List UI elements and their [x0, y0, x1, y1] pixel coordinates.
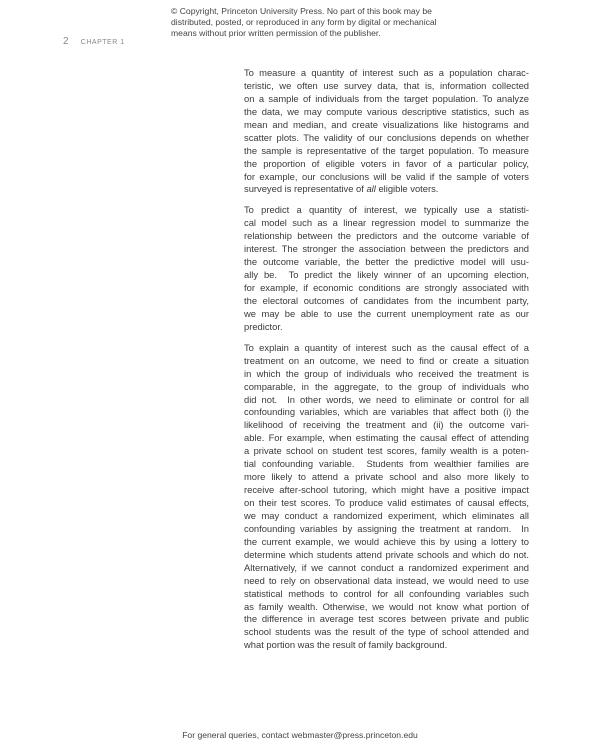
text-segment: teristic, we often use survey data, that is, information collected [244, 79, 529, 91]
text-line-content [244, 536, 529, 549]
text-line [244, 562, 529, 575]
text-segment: the outcome variable, the better the predictive model will usu- [244, 256, 529, 268]
text-segment: Alternatively, if we cannot conduct a randomized experiment and [244, 561, 529, 573]
text-segment: statistical methods to control for all confounding variables such [244, 587, 529, 599]
text-line-content [244, 523, 529, 536]
text-line [244, 588, 529, 601]
text-segment: the electoral outcomes of candidates from the incumbent party, [244, 294, 529, 306]
text-line-content [244, 80, 529, 93]
copyright-notice [171, 6, 437, 40]
text-segment: we may be able to use the current unemployment rate as our [244, 307, 529, 319]
text-line-content [244, 368, 529, 381]
text-line [244, 497, 529, 510]
text-line [244, 282, 529, 295]
text-segment: comparable, in the aggregate, to the group of individuals who [244, 380, 529, 392]
text-segment: we may conduct a randomized experiment, which eliminates all [244, 509, 529, 521]
text-segment: treatment on an outcome, we need to find or create a situation [244, 354, 529, 366]
text-line [244, 106, 529, 119]
text-line [244, 80, 529, 93]
running-head [63, 36, 125, 47]
text-line-content [244, 510, 529, 523]
text-segment: in which the group of individuals who received the treatment is [244, 367, 529, 379]
text-segment: scatter plots. The validity of our conclusions depends on whether [244, 131, 529, 143]
text-line-content [244, 355, 529, 368]
text-line-content [244, 575, 529, 588]
text-line-content [244, 230, 529, 243]
text-line [244, 549, 529, 562]
chapter-label: CHAPTER 1 [80, 39, 125, 46]
text-line-content [244, 321, 283, 334]
text-line [244, 575, 529, 588]
text-line [244, 342, 529, 355]
text-line [244, 308, 529, 321]
text-line-content [244, 342, 529, 355]
text-segment: the data, we may compute various descriptive statistics, such as [244, 105, 529, 117]
text-line [244, 613, 529, 626]
text-line [244, 204, 529, 217]
text-segment: determine which students attend private schools and which do not. [244, 548, 529, 560]
text-segment: the difference in average test scores between private and public [244, 613, 529, 625]
text-segment: cal model such as a linear regression model to summarize the [244, 217, 529, 229]
emphasized-text: all [366, 183, 376, 195]
text-segment: on their test scores. To produce valid estimates of causal effects, [244, 497, 529, 508]
text-segment: did not. In other words, we need to eliminate or control for all [244, 393, 529, 405]
paragraph [244, 67, 529, 196]
text-line [244, 171, 529, 184]
text-line [244, 510, 529, 523]
text-line-content [244, 601, 529, 614]
text-segment: To explain a quantity of interest such as the causal effect of a [244, 341, 529, 353]
text-segment: ally be. To predict the likely winner of an upcoming election, [244, 269, 529, 281]
text-line [244, 230, 529, 243]
text-line [244, 321, 529, 334]
text-segment: predictor. [244, 320, 283, 332]
text-segment: receive after-school tutoring, which might have a positive impact [244, 484, 529, 496]
paragraph [244, 342, 529, 653]
text-line-content [244, 497, 529, 510]
text-line-content [244, 406, 529, 419]
text-line [244, 626, 529, 639]
text-line-content [244, 588, 529, 601]
text-segment: To measure a quantity of interest such as a population charac- [244, 67, 529, 78]
text-line [244, 158, 529, 171]
text-segment: more likely to attend a private school and also more likely to [244, 471, 529, 483]
text-line-content [244, 217, 529, 230]
text-line [244, 523, 529, 536]
text-line [244, 145, 529, 158]
text-line-content [244, 269, 529, 282]
text-line-content [244, 394, 529, 407]
text-line-content [244, 93, 529, 106]
text-segment: the sample is representative of the target population. To measure [244, 144, 529, 156]
copyright-line: means without prior written permission of the publisher. [171, 28, 381, 39]
text-line [244, 269, 529, 282]
text-segment: need to rely on observational data instead, we would need to use [244, 574, 529, 586]
text-segment: confounding variables by assigning the treatment at random. In [244, 522, 529, 534]
text-segment: To predict a quantity of interest, we typically use a statisti- [244, 204, 529, 216]
text-line-content [244, 549, 529, 562]
copyright-line: © Copyright, Princeton University Press. No part of this book may be [171, 6, 432, 16]
text-segment: for example, our conclusions will be valid if the sample of voters [244, 170, 529, 182]
text-segment: school students was the result of the type of school attended and [244, 626, 529, 638]
text-line-content [244, 419, 529, 432]
text-line-content [244, 381, 529, 394]
text-line [244, 381, 529, 394]
text-segment: likelihood of receiving the treatment and (ii) the outcome vari- [244, 419, 529, 431]
text-segment: the proportion of eligible voters in favor of a particular policy, [244, 157, 529, 169]
text-line-content [244, 106, 529, 119]
text-line [244, 67, 529, 80]
text-segment: mean and median, and create visualizations like histograms and [244, 118, 529, 130]
text-line [244, 119, 529, 132]
text-segment: confounding variables, which are variables that affect both (i) the [244, 406, 529, 418]
text-line [244, 484, 529, 497]
copyright-line: distributed, posted, or reproduced in any form by digital or mechanical [171, 17, 437, 28]
text-line [244, 217, 529, 230]
text-line-content [244, 562, 529, 575]
text-segment: for example, if economic conditions are strongly associated with [244, 282, 529, 293]
text-line-content [244, 256, 529, 269]
text-line [244, 458, 529, 471]
text-segment: on a sample of individuals from the target population. To analyze [244, 92, 529, 104]
text-line-content [244, 484, 529, 497]
page-number: 2 [63, 36, 69, 47]
text-line-content [244, 119, 529, 132]
text-line-content [244, 639, 447, 652]
text-line [244, 183, 529, 196]
text-line [244, 355, 529, 368]
text-line-content [244, 613, 529, 626]
footer-contact: For general queries, contact webmaster@press.princeton.edu [182, 730, 418, 740]
text-line-content [244, 432, 529, 445]
text-line [244, 639, 529, 652]
text-line-content [244, 308, 529, 321]
text-segment: a private school on student test scores, family wealth is a poten- [244, 445, 529, 457]
paragraph [244, 204, 529, 333]
text-line-content [244, 458, 529, 471]
text-line [244, 536, 529, 549]
text-line [244, 394, 529, 407]
text-line-content [244, 158, 529, 171]
text-line-content [244, 471, 529, 484]
text-line-content [244, 282, 529, 295]
text-line-content [244, 295, 529, 308]
text-line [244, 93, 529, 106]
text-line [244, 471, 529, 484]
text-line [244, 419, 529, 432]
text-segment: tial confounding variable. Students from wealthier families are [244, 458, 529, 470]
text-line-content [244, 67, 529, 80]
text-line [244, 368, 529, 381]
text-line [244, 132, 529, 145]
text-segment: surveyed is representative of [244, 183, 367, 195]
text-line-content [244, 132, 529, 145]
text-segment: interest. The stronger the association between the predictors and [244, 243, 529, 255]
text-line [244, 295, 529, 308]
text-line [244, 601, 529, 614]
text-line-content [244, 145, 529, 158]
text-segment: what portion was the result of family background. [244, 639, 448, 651]
text-segment: relationship between the predictors and the outcome variable of [244, 230, 529, 242]
text-segment: able. For example, when estimating the causal effect of attending [244, 432, 529, 444]
text-line [244, 243, 529, 256]
body-text [244, 67, 529, 660]
text-line-content [244, 204, 529, 217]
text-line [244, 432, 529, 445]
text-segment: as family wealth. Otherwise, we would not know what portion of [244, 600, 529, 612]
text-line-content [244, 243, 529, 256]
text-line [244, 445, 529, 458]
text-line-content [244, 171, 529, 184]
text-line [244, 406, 529, 419]
text-segment: eligible voters. [375, 183, 439, 195]
text-line [244, 256, 529, 269]
text-line-content [244, 445, 529, 458]
text-line-content [244, 183, 438, 196]
text-line-content [244, 626, 529, 639]
text-segment: the current example, we would achieve this by using a lottery to [244, 535, 529, 547]
